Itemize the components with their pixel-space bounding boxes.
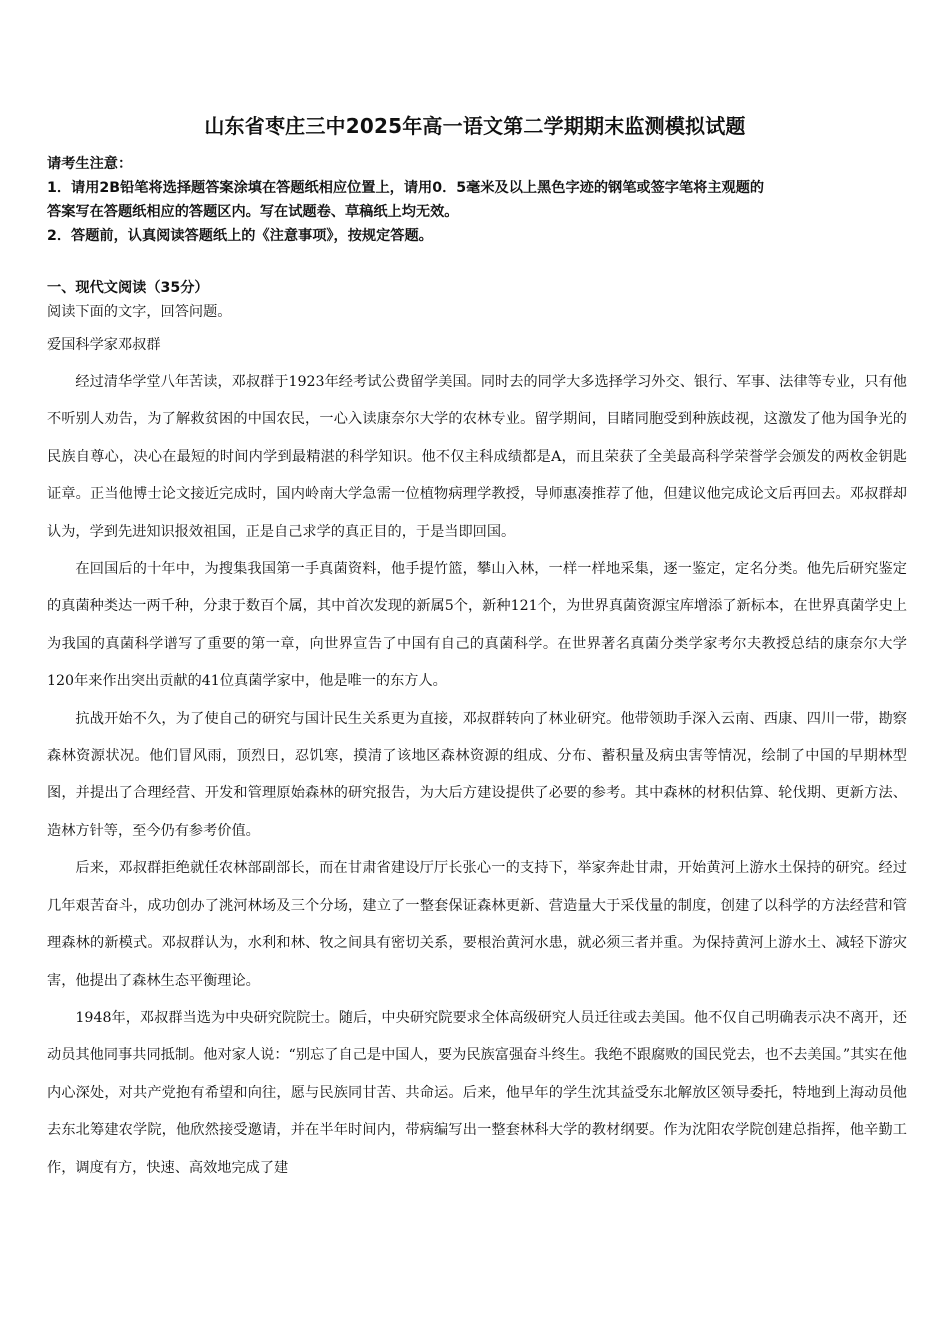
paragraph: 经过清华学堂八年苦读，邓叔群于1923年经考试公费留学美国。同时去的同学大多选择学习外交、银行、军事、法律等专业，只有他不听别人劝告，为了解救贫困的中国农民，一心入读康奈尔大学的农林专业。留学期间，目睹同胞受到种族歧视，这激发了他为国争光的民族自尊心，决心在最短的时间内学到最精湛的科学知识。他不仅主科成绩都是A，而且荣获了全美最高科学荣誉学会颁发的两枚金钥匙证章。正当他博士论文接近完成时，国内岭南大学急需一位植物病理学教授，导师惠凑推荐了他，但建议他完成论文后再回去。邓叔群却认为，学到先进知识报效祖国，正是自己求学的真正目的，于是当即回国。	[47, 374, 907, 540]
notice-item-2: 2．答题前，认真阅读答题纸上的《注意事项》，按规定答题。	[47, 228, 433, 244]
notice-item-1-line-1: 1．请用2B铅笔将选择题答案涂填在答题纸相应位置上，请用0．5毫米及以上黑色字迹的钢笔或签字笔将主观题的	[47, 180, 765, 196]
section-instruction: 阅读下面的文字，回答问题。	[47, 304, 232, 320]
article-body	[47, 364, 907, 1187]
notice-heading: 请考生注意：	[47, 156, 133, 172]
paragraph: 抗战开始不久，为了使自己的研究与国计民生关系更为直接，邓叔群转向了林业研究。他带领助手深入云南、西康、四川一带，勘察森林资源状况。他们冒风雨，顶烈日，忍饥寒，摸清了该地区森林资源的组成、分布、蓄积量及病虫害等情况，绘制了中国的早期林型图，并提出了合理经营、开发和管理原始森林的研究报告，为大后方建设提供了必要的参考。其中森林的材积估算、轮伐期、更新方法、造林方针等，至今仍有参考价值。	[47, 710, 907, 839]
candidate-notice	[47, 152, 907, 248]
paragraph: 在回国后的十年中，为搜集我国第一手真菌资料，他手提竹篮，攀山入林，一样一样地采集，逐一鉴定，定名分类。他先后研究鉴定的真菌种类达一两千种，分隶于数百个属，其中首次发现的新属5个，新种121个，为世界真菌资源宝库增添了新标本，在世界真菌学史上为我国的真菌科学谱写了重要的第一章，向世界宣告了中国有自己的真菌科学。在世界著名真菌分类学家考尔夫教授总结的康奈尔大学120年来作出突出贡献的41位真菌学家中，他是唯一的东方人。	[47, 561, 907, 690]
exam-title: 山东省枣庄三中2025年高一语文第二学期期末监测模拟试题	[204, 114, 746, 138]
notice-item-1-line-2: 答案写在答题纸相应的答题区内。写在试题卷、草稿纸上均无效。	[47, 204, 459, 220]
paragraph: 1948年，邓叔群当选为中央研究院院士。随后，中央研究院要求全体高级研究人员迁往或去美国。他不仅自己明确表示决不离开，还动员其他同事共同抵制。他对家人说：“别忘了自己是中国人，要为民族富强奋斗终生。我绝不跟腐败的国民党去，也不去美国。”其实在他内心深处，对共产党抱有希望和向往，愿与民族同甘苦、共命运。后来，他早年的学生沈其益受东北解放区领导委托，特地到上海动员他去东北筹建农学院，他欣然接受邀请，并在半年时间内，带病编写出一整套林科大学的教材纲要。作为沈阳农学院创建总指挥，他辛勤工作，调度有方，快速、高效地完成了建	[47, 1009, 907, 1176]
paragraph: 后来，邓叔群拒绝就任农林部副部长，而在甘肃省建设厅厅长张心一的支持下，举家奔赴甘肃，开始黄河上游水土保持的研究。经过几年艰苦奋斗，成功创办了洮河林场及三个分场，建立了一整套保证森林更新、营造量大于采伐量的制度，创建了以科学的方法经营和管理森林的新模式。邓叔群认为，水利和林、牧之间具有密切关系，要根治黄河水患，就必须三者并重。为保持黄河上游水土、减轻下游灾害，他提出了森林生态平衡理论。	[47, 860, 907, 989]
reading-section	[47, 276, 907, 357]
section-heading: 一、现代文阅读（35分）	[47, 280, 209, 296]
article-title: 爱国科学家邓叔群	[47, 337, 161, 353]
